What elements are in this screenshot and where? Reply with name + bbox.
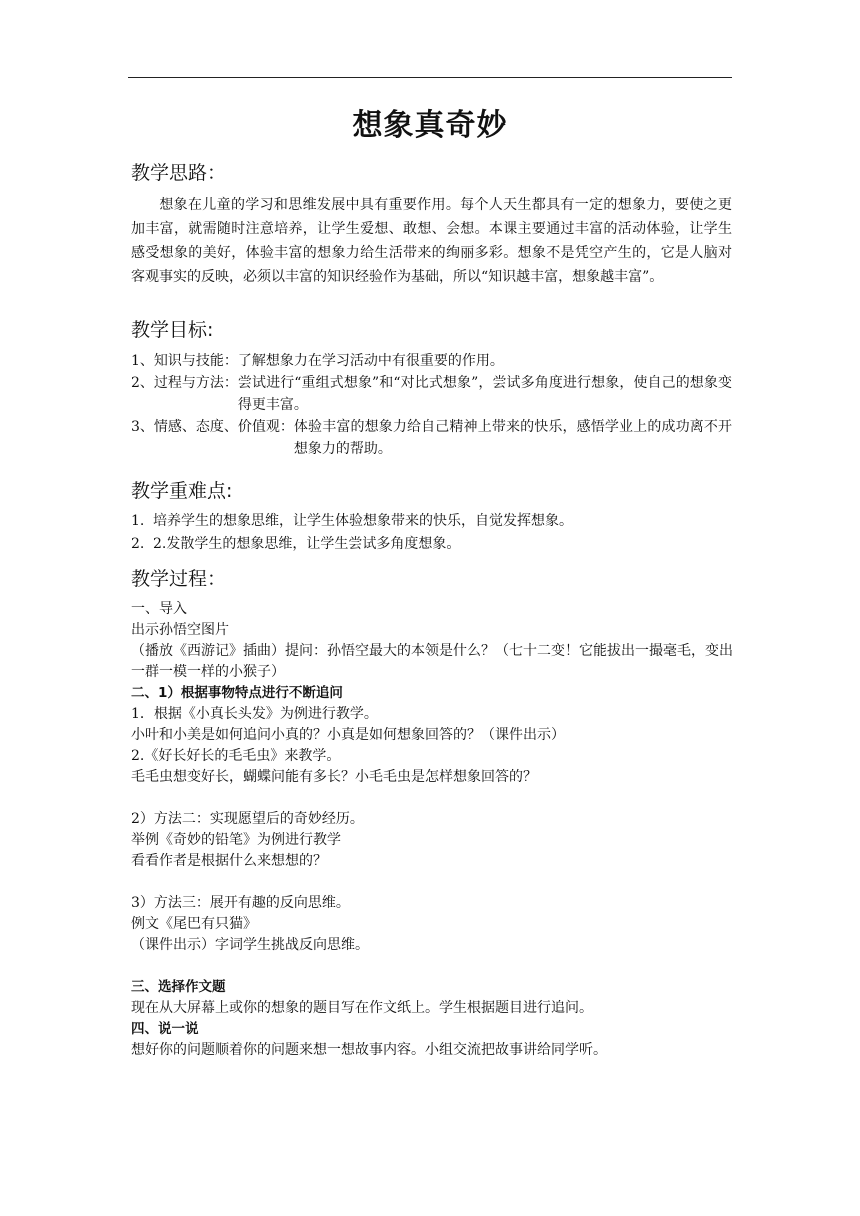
section-heading-approach: 教学思路： — [131, 162, 227, 184]
objective-text: 了解想象力在学习活动中有很重要的作用。 — [237, 353, 504, 369]
blank-line — [131, 788, 735, 809]
process-line: 2.《好长好长的毛毛虫》来教学。 — [131, 748, 341, 764]
section-heading-objectives: 教学目标: — [131, 319, 214, 341]
process-subheading: 三、选择作文题 — [131, 979, 226, 995]
list-item — [131, 350, 732, 372]
header-rule — [128, 77, 732, 78]
process-line: 1．根据《小真长头发》为例进行教学。 — [131, 706, 378, 722]
list-item — [131, 416, 732, 460]
section-heading-keypoints: 教学重难点: — [131, 480, 233, 502]
process-line: 2）方法二：实现愿望后的奇妙经历。 — [131, 811, 364, 827]
objective-label: 2、过程与方法： — [131, 375, 238, 391]
list-item — [131, 372, 732, 416]
process-subheading: 四、说一说 — [131, 1021, 199, 1037]
keypoint-text: 2.发散学生的想象思维，让学生尝试多角度想象。 — [153, 536, 461, 552]
process-line: 举例《奇妙的铅笔》为例进行教学 — [131, 832, 341, 848]
blank-line — [131, 872, 735, 893]
objective-text: 体验丰富的想象力给自己精神上带来的快乐，感悟学业上的成功离不开想象力的帮助。 — [293, 419, 732, 457]
keypoint-text: 培养学生的想象思维，让学生体验想象带来的快乐，自觉发挥想象。 — [153, 513, 573, 529]
page-title: 想象真奇妙 — [352, 108, 508, 143]
process-line: （播放《西游记》插曲）提问：孙悟空最大的本领是什么？（七十二变！它能拔出一撮毫毛，变出一群一模一样的小猴子） — [131, 643, 733, 680]
process-line: 一、导入 — [131, 601, 187, 617]
objective-label: 3、情感、态度、价值观： — [131, 419, 294, 435]
list-item — [131, 510, 732, 533]
keypoints-list — [131, 510, 732, 556]
list-item — [131, 533, 732, 556]
blank-line — [131, 956, 735, 977]
process-line: 现在从大屏幕上或你的想象的题目写在作文纸上。学生根据题目进行追问。 — [131, 1000, 593, 1016]
keypoint-number: 2. — [131, 536, 145, 552]
section-heading-process: 教学过程： — [131, 568, 227, 590]
process-body — [131, 599, 735, 1061]
process-line: 看看作者是根据什么来想想的？ — [131, 853, 327, 869]
objective-text: 尝试进行“重组式想象”和“对比式想象”，尝试多角度进行想象，使自己的想象变得更丰富。 — [237, 375, 732, 413]
process-line: 小叶和小美是如何追问小真的？小真是如何想象回答的？（课件出示） — [131, 727, 565, 743]
approach-paragraph — [131, 193, 732, 289]
process-line: 想好你的问题顺着你的问题来想一想故事内容。小组交流把故事讲给同学听。 — [131, 1042, 607, 1058]
objectives-list — [131, 350, 732, 460]
process-line: 3）方法三：展开有趣的反向思维。 — [131, 895, 350, 911]
process-line: （课件出示）字词学生挑战反向思维。 — [131, 937, 369, 953]
approach-text: 想象在儿童的学习和思维发展中具有重要作用。每个人天生都具有一定的想象力，要使之更加丰富，就需随时注意培养，让学生爱想、敢想、会想。本课主要通过丰富的活动体验，让学生感受想象的美好，体验丰富的想象力给生活带来的绚丽多彩。想象不是凭空产生的，它是人脑对客观事实的反映，必须以丰富的知识经验作为基础，所以“知识越丰富，想象越丰富”。 — [131, 197, 732, 285]
process-line: 毛毛虫想变好长，蝴蝶问能有多长？小毛毛虫是怎样想象回答的？ — [131, 769, 537, 785]
process-line: 出示孙悟空图片 — [131, 622, 229, 638]
keypoint-number: 1. — [131, 513, 145, 529]
process-subheading: 二、1）根据事物特点进行不断追问 — [131, 685, 343, 701]
process-line: 例文《尾巴有只猫》 — [131, 916, 257, 932]
objective-label: 1、知识与技能： — [131, 353, 238, 369]
